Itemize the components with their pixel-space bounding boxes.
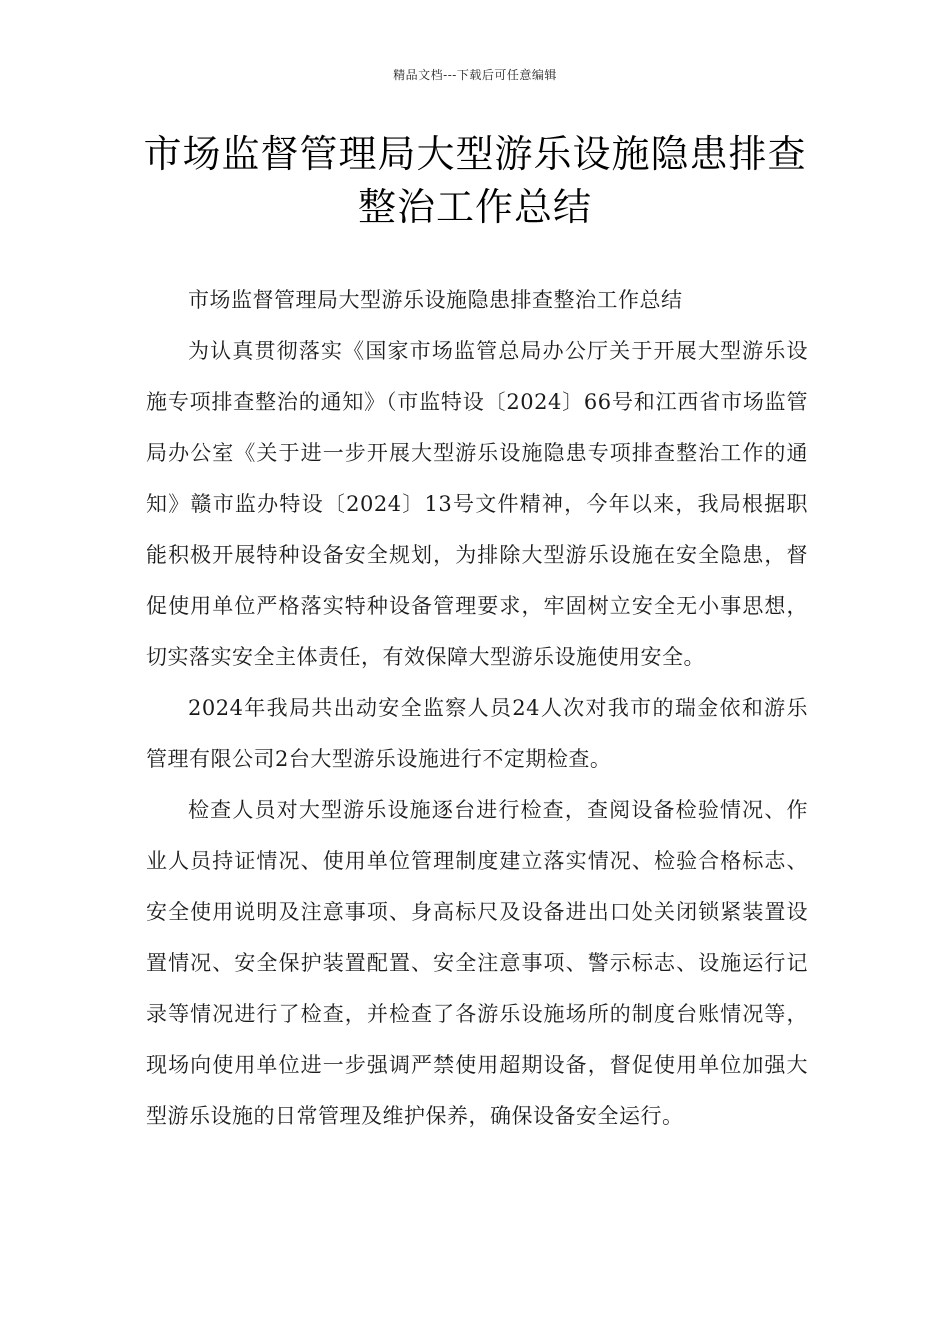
header-note: 精品文档---下载后可任意编辑 [393, 68, 557, 82]
document-body [146, 275, 808, 1142]
document-title-line-1: 市场监督管理局大型游乐设施隐患排查 [143, 132, 807, 176]
document-title [120, 128, 830, 234]
paragraph-inspection-count: 2024年我局共出动安全监察人员24人次对我市的瑞金依和游乐管理有限公司2台大型游乐设施进行不定期检查。 [146, 696, 808, 771]
paragraph-intro: 为认真贯彻落实《国家市场监管总局办公厅关于开展大型游乐设施专项排查整治的通知》（市监特设〔2024〕66号和江西省市场监管局办公室《关于进一步开展大型游乐设施隐患专项排查整治工作的通知》赣市监办特设〔2024〕13号文件精神，今年以来，我局根据职能积极开展特种设备安全规划，为排除大型游乐设施在安全隐患，督促使用单位严格落实特种设备管理要求，牢固树立安全无小事思想，切实落实安全主体责任，有效保障大型游乐设施使用安全。 [146, 339, 808, 669]
paragraph-inspection-details: 检查人员对大型游乐设施逐台进行检查，查阅设备检验情况、作业人员持证情况、使用单位管理制度建立落实情况、检验合格标志、安全使用说明及注意事项、身高标尺及设备进出口处关闭锁紧装置设置情况、安全保护装置配置、安全注意事项、警示标志、设施运行记录等情况进行了检查，并检查了各游乐设施场所的制度台账情况等，现场向使用单位进一步强调严禁使用超期设备，督促使用单位加强大型游乐设施的日常管理及维护保养，确保设备安全运行。 [146, 798, 808, 1128]
paragraph-subtitle: 市场监督管理局大型游乐设施隐患排查整治工作总结 [188, 288, 683, 312]
document-title-line-2: 整治工作总结 [357, 185, 592, 229]
